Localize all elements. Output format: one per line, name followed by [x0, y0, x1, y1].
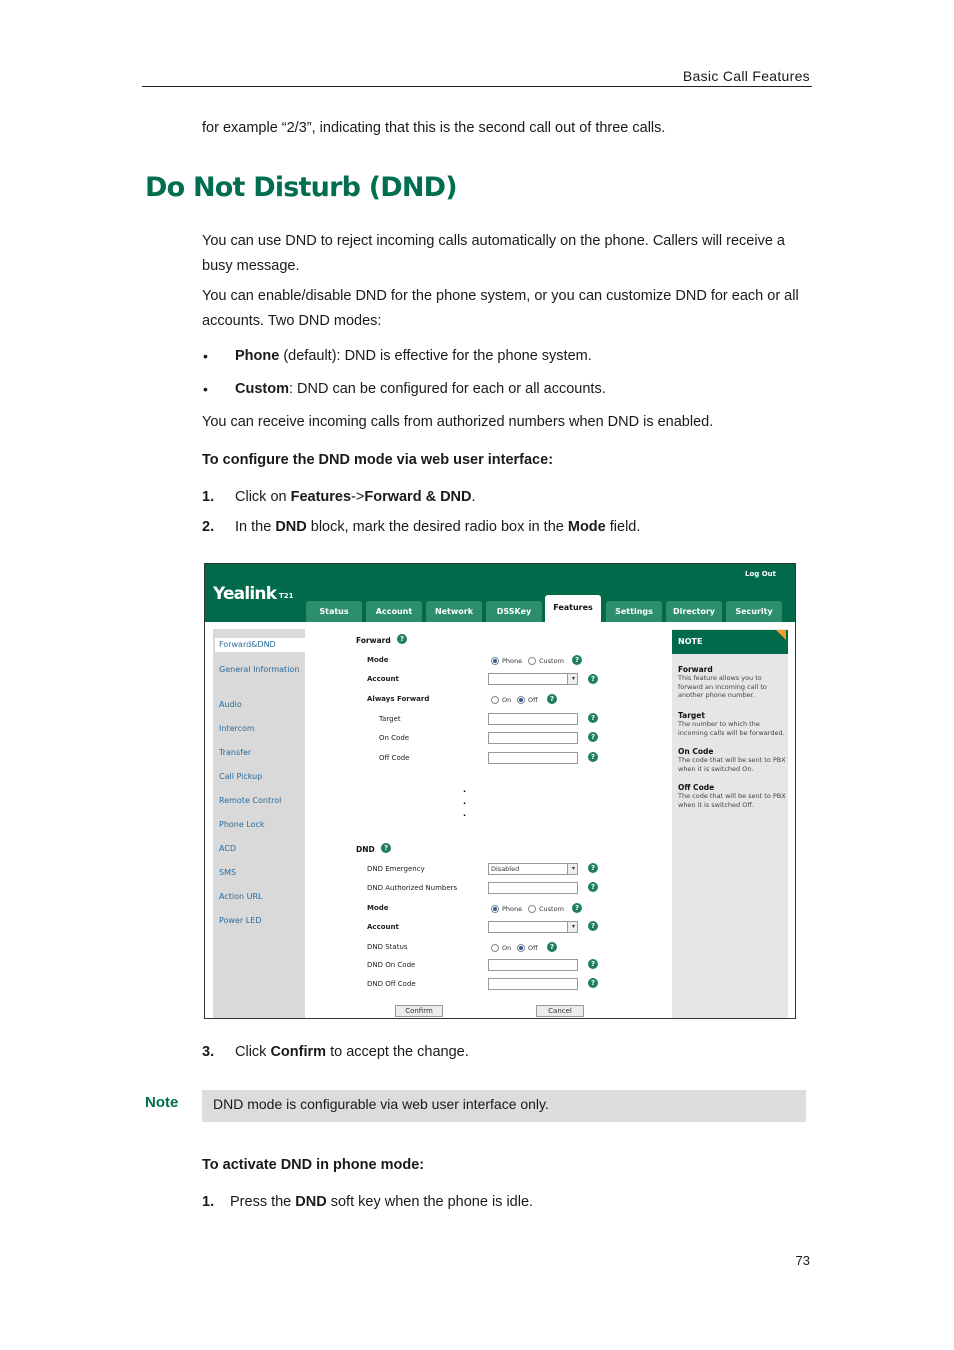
ellipsis-dot: . [463, 797, 467, 806]
web-ui-screenshot [204, 563, 796, 1019]
note-item-text: This feature allows you to forward an incoming call to another phone number. [678, 674, 767, 699]
step-text: Click on [235, 489, 291, 505]
cancel-button[interactable]: Cancel [536, 1005, 584, 1017]
help-icon[interactable]: ? [588, 863, 598, 873]
forward-mode-label: Mode [367, 656, 389, 664]
always-forward-on-radio[interactable] [491, 696, 499, 704]
step-text: soft key when the phone is idle. [326, 1194, 534, 1210]
step-number: 1. [202, 489, 215, 505]
always-forward-off-radio[interactable] [517, 696, 525, 704]
step-text: Click [235, 1044, 271, 1060]
sidebar-item-intercom[interactable]: Intercom [219, 724, 255, 733]
off-code-label: Off Code [379, 754, 410, 762]
step-bold: Confirm [270, 1044, 327, 1060]
on-code-input[interactable] [488, 732, 578, 744]
bullet-desc: (default): DND is effective for the phone system. [279, 348, 592, 364]
tab-settings[interactable]: Settings [606, 601, 662, 622]
dnd-status-on-radio[interactable] [491, 944, 499, 952]
dnd-account-label: Account [367, 923, 399, 931]
tab-directory[interactable]: Directory [666, 601, 722, 622]
note-item-title: Forward [678, 665, 713, 674]
step-number: 3. [202, 1044, 215, 1060]
dnd-status-label: DND Status [367, 943, 408, 951]
help-icon[interactable]: ? [588, 752, 598, 762]
forward-account-select[interactable] [488, 673, 578, 685]
sidebar-item-transfer[interactable]: Transfer [219, 748, 252, 757]
sidebar-item-forward-dnd[interactable]: Forward&DND [215, 638, 307, 652]
step-text: In the [235, 519, 276, 535]
tab-network[interactable]: Network [426, 601, 482, 622]
dnd-emergency-select[interactable] [488, 863, 578, 875]
header-rule [142, 86, 812, 87]
note-item-title: On Code [678, 747, 714, 756]
note-text: DND mode is configurable via web user interface only. [213, 1096, 549, 1112]
help-icon[interactable]: ? [588, 732, 598, 742]
note-item-title: Target [678, 711, 705, 720]
note-item-text: The code that will be sent to PBX when it is switched On. [678, 756, 786, 773]
sidebar-item-power-led[interactable]: Power LED [219, 916, 262, 925]
step-number: 2. [202, 519, 215, 535]
help-icon[interactable]: ? [588, 882, 598, 892]
note-label: Note [145, 1094, 179, 1111]
running-header: Basic Call Features [682, 68, 810, 84]
dnd-mode-custom-radio[interactable] [528, 905, 536, 913]
help-icon[interactable]: ? [588, 921, 598, 931]
yealink-logo: Yealink [213, 584, 277, 604]
help-icon[interactable]: ? [547, 694, 557, 704]
paragraph-1: You can use DND to reject incoming calls automatically on the phone. Callers will receive a busy message. [202, 233, 785, 274]
dnd-off-code-label: DND Off Code [367, 980, 416, 988]
step-text: field. [605, 519, 641, 535]
help-icon[interactable]: ? [588, 959, 598, 969]
dnd-off-code-input[interactable] [488, 978, 578, 990]
step-bold: DND [295, 1194, 327, 1210]
radio-label: Off [528, 944, 538, 952]
dnd-authorized-label: DND Authorized Numbers [367, 884, 458, 892]
bullet-phone [235, 348, 592, 364]
note-item-text: The number to which the incoming calls will be forwarded. [678, 720, 785, 737]
help-icon[interactable]: ? [381, 843, 391, 853]
ellipsis-dot: . [463, 809, 467, 818]
bullet-dot: • [203, 348, 208, 364]
procedure-web-title: To configure the DND mode via web user interface: [202, 452, 554, 468]
tab-account[interactable]: Account [366, 601, 422, 622]
help-icon[interactable]: ? [572, 655, 582, 665]
note-item-text: The code that will be sent to PBX when it is switched Off. [678, 792, 786, 809]
chevron-down-icon: ▾ [567, 922, 577, 932]
confirm-button[interactable]: Confirm [395, 1005, 443, 1017]
step-3 [235, 1044, 469, 1060]
radio-label: Custom [539, 905, 564, 913]
step-text: block, mark the desired radio box in the [306, 519, 568, 535]
sidebar-item-acd[interactable]: ACD [219, 844, 237, 853]
section-title: Do Not Disturb (DND) [145, 172, 457, 203]
radio-label: Phone [502, 657, 523, 665]
step-bold: Mode [567, 519, 606, 535]
logout-link[interactable]: Log Out [745, 570, 776, 578]
dnd-emergency-label: DND Emergency [367, 865, 425, 873]
sidebar-item-sms[interactable]: SMS [219, 868, 237, 877]
paragraph-2: You can enable/disable DND for the phone system, or you can customize DND for each or all accounts. Two DND modes: [202, 288, 799, 329]
step-text: . [471, 489, 476, 505]
authorized-note: You can receive incoming calls from authorized numbers when DND is enabled. [202, 414, 714, 430]
dnd-on-code-label: DND On Code [367, 961, 416, 969]
dnd-account-select[interactable] [488, 921, 578, 933]
sidebar-item-phone-lock[interactable]: Phone Lock [219, 820, 265, 829]
chevron-down-icon: ▾ [567, 864, 577, 874]
bullet-dot: • [203, 381, 208, 397]
radio-label: On [502, 944, 512, 952]
help-icon[interactable]: ? [588, 978, 598, 988]
forward-account-label: Account [367, 675, 399, 683]
tab-status[interactable]: Status [306, 601, 362, 622]
note-item-title: Off Code [678, 783, 715, 792]
step-text: to accept the change. [326, 1044, 469, 1060]
help-icon[interactable]: ? [588, 674, 598, 684]
radio-label: Phone [502, 905, 523, 913]
tab-dsskey[interactable]: DSSKey [486, 601, 542, 622]
step-bold: DND [275, 519, 307, 535]
help-icon[interactable]: ? [397, 634, 407, 644]
ellipsis-dot: . [463, 785, 467, 794]
tab-features[interactable]: Features [545, 595, 601, 622]
corner-decoration [776, 630, 786, 640]
phone-step-1 [230, 1194, 533, 1210]
forward-section-title: Forward [356, 636, 391, 645]
target-label: Target [379, 715, 401, 723]
dnd-on-code-input[interactable] [488, 959, 578, 971]
step-1 [235, 489, 476, 505]
dnd-mode-label: Mode [367, 904, 389, 912]
always-forward-label: Always Forward [367, 695, 430, 703]
sidebar-item-call-pickup[interactable]: Call Pickup [219, 772, 263, 781]
step-bold: Features [290, 489, 352, 505]
tab-security[interactable]: Security [726, 601, 782, 622]
radio-label: Custom [539, 657, 564, 665]
sidebar-item-audio[interactable]: Audio [219, 700, 242, 709]
step-text: -> [351, 489, 365, 505]
help-icon[interactable]: ? [588, 713, 598, 723]
dnd-authorized-input[interactable] [488, 882, 578, 894]
step-bold: Forward & DND [364, 489, 472, 505]
note-panel-title: NOTE [672, 630, 788, 654]
step-2 [235, 519, 640, 535]
dnd-status-off-radio[interactable] [517, 944, 525, 952]
bullet-custom [235, 381, 606, 397]
radio-label: Off [528, 696, 538, 704]
forward-mode-phone-radio[interactable] [491, 657, 499, 665]
bullet-term: Phone [235, 348, 280, 364]
step-text: Press the [230, 1194, 296, 1210]
sidebar-item-action-url[interactable]: Action URL [219, 892, 263, 901]
help-icon[interactable]: ? [547, 942, 557, 952]
bullet-term: Custom [235, 381, 289, 397]
dnd-section-title: DND [356, 845, 375, 854]
procedure-phone-title: To activate DND in phone mode: [202, 1157, 425, 1173]
dnd-emergency-value: Disabled [491, 865, 520, 873]
target-input[interactable] [488, 713, 578, 725]
sidebar-item-general-information[interactable]: General Information [219, 665, 300, 674]
chevron-down-icon: ▾ [567, 674, 577, 684]
model-label: T21 [279, 592, 294, 600]
intro-line: for example “2/3”, indicating that this is the second call out of three calls. [202, 120, 666, 136]
page-number: 73 [795, 1253, 810, 1268]
off-code-input[interactable] [488, 752, 578, 764]
bullet-desc: : DND can be configured for each or all accounts. [288, 381, 606, 397]
on-code-label: On Code [379, 734, 410, 742]
dnd-mode-phone-radio[interactable] [491, 905, 499, 913]
forward-mode-custom-radio[interactable] [528, 657, 536, 665]
radio-label: On [502, 696, 512, 704]
sidebar-item-remote-control[interactable]: Remote Control [219, 796, 282, 805]
step-number: 1. [202, 1194, 215, 1210]
help-icon[interactable]: ? [572, 903, 582, 913]
